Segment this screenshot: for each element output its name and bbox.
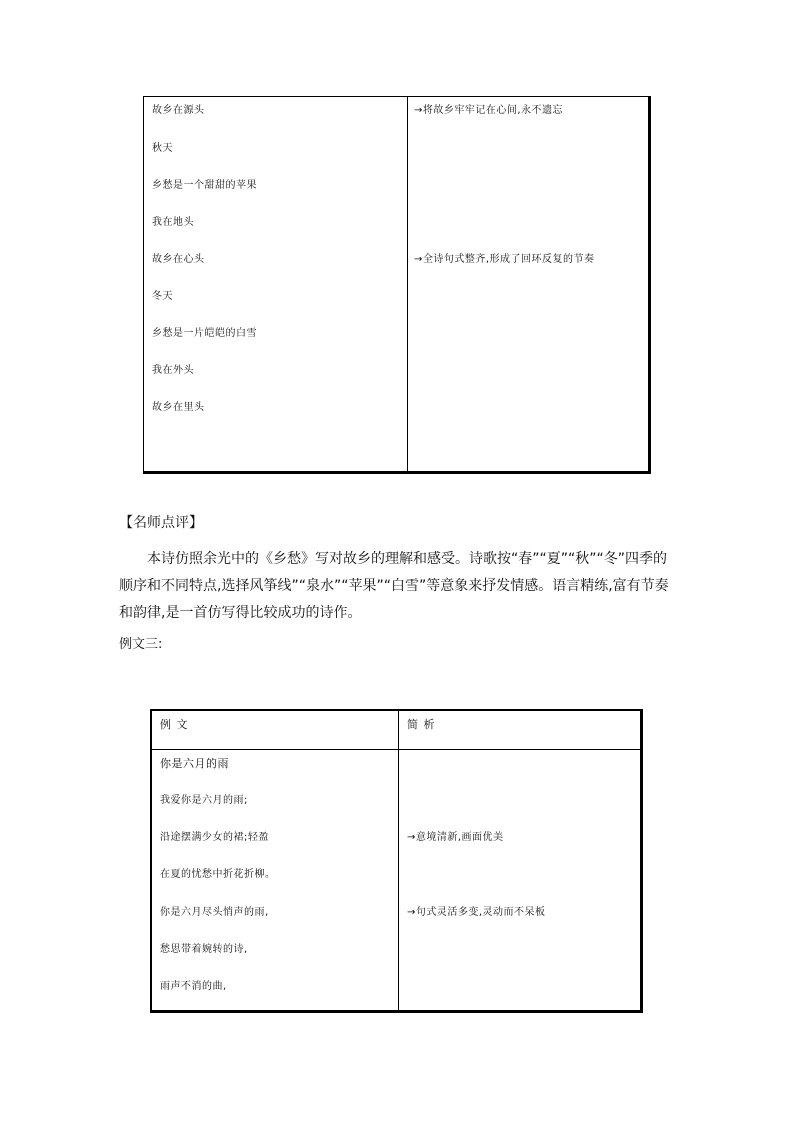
commentary-paragraph <box>119 546 679 627</box>
poem-line: 在夏的忧愁中折花折柳。 <box>160 869 276 880</box>
analysis-note: →将故乡牢牢记在心间,永不遗忘 <box>414 105 564 116</box>
poem-line: 愁思带着婉转的诗, <box>160 944 248 955</box>
poem-line: 雨声不消的曲, <box>160 981 227 992</box>
poem-line: 我爱你是六月的雨; <box>160 795 248 806</box>
poem-line: 乡愁是一个甜甜的苹果 <box>152 180 257 191</box>
poem-line: 故乡在源头 <box>152 105 205 116</box>
poem-line: 沿途摆满少女的裙;轻盈 <box>160 832 269 843</box>
header-example: 例 文 <box>160 718 189 731</box>
commentary-text: 本诗仿照余光中的《乡愁》写对故乡的理解和感受。诗歌按“春”“夏”“秋”“冬”四季的顺序和不同特点,选择风筝线”“泉水”“苹果”“白雪”等意象来抒发情感。语言精练,富有节奏和韵律,是一首仿写得比较成功的诗作。 <box>119 551 669 621</box>
poem-line: 乡愁是一片皑皑的白雪 <box>152 328 257 339</box>
header-divider <box>152 749 640 750</box>
poem-line: 你是六月尽头悄声的雨, <box>160 907 269 918</box>
poem-line: 故乡在心头 <box>152 254 205 265</box>
analysis-note: →意境清新,画面优美 <box>407 832 504 843</box>
poem-analysis-table-2 <box>150 709 643 1013</box>
analysis-note: →全诗句式整齐,形成了回环反复的节奏 <box>414 254 595 265</box>
poem-line: 我在外头 <box>152 365 194 376</box>
column-divider <box>398 711 399 1010</box>
column-divider <box>407 97 408 471</box>
commentary-heading: 【名师点评】 <box>119 515 203 531</box>
analysis-note: →句式灵活多变,灵动而不呆板 <box>407 907 546 918</box>
header-analysis: 简 析 <box>407 718 436 731</box>
poem-line: 冬天 <box>152 291 173 302</box>
poem-analysis-table-1 <box>143 96 651 474</box>
poem-line: 我在地头 <box>152 217 194 228</box>
poem-line: 你是六月的雨 <box>160 757 229 770</box>
poem-line: 秋天 <box>152 143 173 154</box>
poem-line: 故乡在里头 <box>152 402 205 413</box>
example-label: 例文三: <box>119 637 163 652</box>
